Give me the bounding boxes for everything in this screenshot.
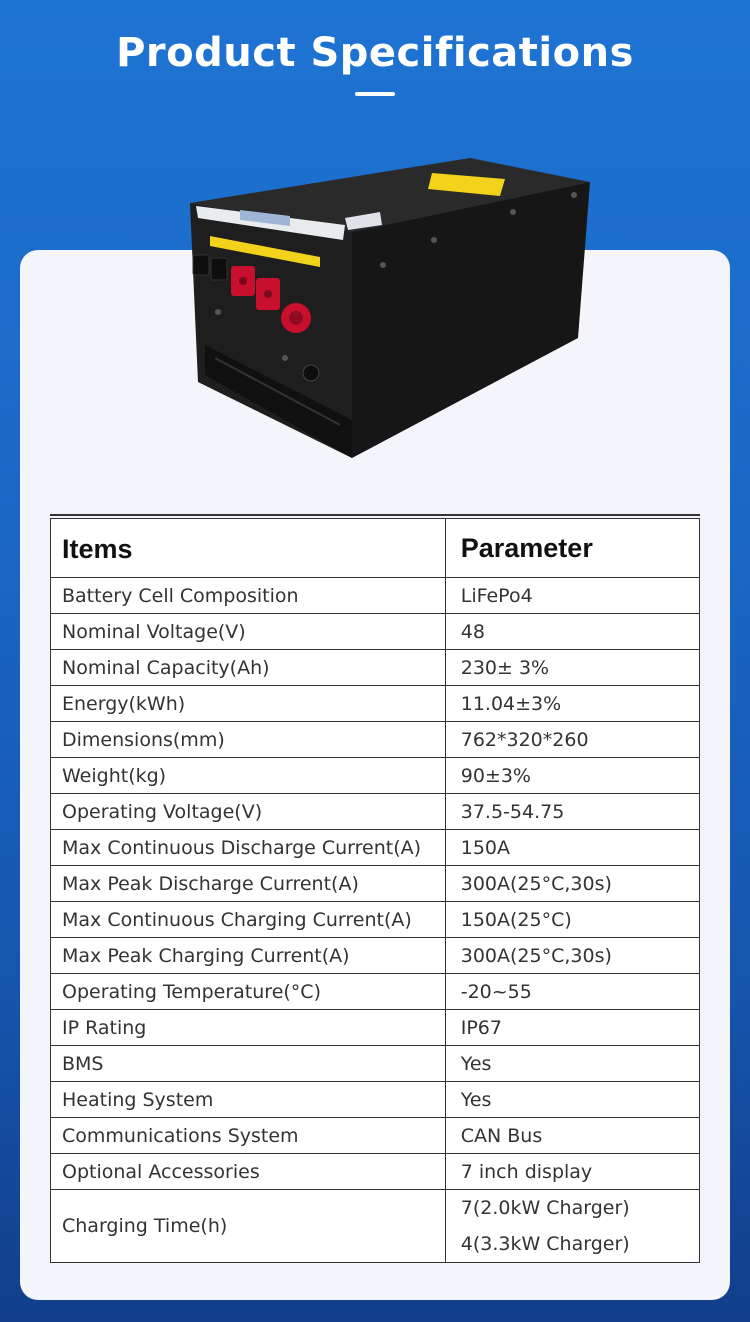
header-items: Items: [51, 519, 446, 578]
table-row: [51, 866, 700, 902]
table-row: [51, 902, 700, 938]
row-item: Max Peak Discharge Current(A): [51, 866, 446, 902]
row-item: Nominal Capacity(Ah): [51, 650, 446, 686]
row-item: Max Peak Charging Current(A): [51, 938, 446, 974]
row-value: [445, 1190, 699, 1263]
row-item: IP Rating: [51, 1010, 446, 1046]
row-item: Energy(kWh): [51, 686, 446, 722]
row-value: 11.04±3%: [445, 686, 699, 722]
row-value: LiFePo4: [445, 578, 699, 614]
table-row: [51, 578, 700, 614]
row-item: Max Continuous Discharge Current(A): [51, 830, 446, 866]
row-value: -20~55: [445, 974, 699, 1010]
row-value: 150A(25°C): [445, 902, 699, 938]
row-value: 48: [445, 614, 699, 650]
table-row: [51, 650, 700, 686]
table-row: [51, 794, 700, 830]
row-item: Max Continuous Charging Current(A): [51, 902, 446, 938]
row-item: Battery Cell Composition: [51, 578, 446, 614]
row-value: IP67: [445, 1010, 699, 1046]
header-parameter: Parameter: [445, 519, 699, 578]
row-value: 300A(25°C,30s): [445, 866, 699, 902]
table-row: [51, 1118, 700, 1154]
row-item: Operating Temperature(°C): [51, 974, 446, 1010]
table-row: [51, 830, 700, 866]
table-header-row: [51, 519, 700, 578]
table-row: [51, 1010, 700, 1046]
table-row: [51, 614, 700, 650]
page-title: Product Specifications: [116, 30, 634, 76]
row-item: BMS: [51, 1046, 446, 1082]
table-row: [51, 686, 700, 722]
row-item: Heating System: [51, 1082, 446, 1118]
row-item: Optional Accessories: [51, 1154, 446, 1190]
table-row: [51, 938, 700, 974]
row-value: 7 inch display: [445, 1154, 699, 1190]
row-value: Yes: [445, 1046, 699, 1082]
table-row: [51, 1154, 700, 1190]
table-row-charging-time: [51, 1190, 700, 1263]
battery-product-image: [0, 0, 750, 470]
row-value: CAN Bus: [445, 1118, 699, 1154]
row-value: 762*320*260: [445, 722, 699, 758]
row-item: Dimensions(mm): [51, 722, 446, 758]
table-top-rule: [50, 514, 700, 516]
row-value: 150A: [445, 830, 699, 866]
row-item: Operating Voltage(V): [51, 794, 446, 830]
row-value: 37.5-54.75: [445, 794, 699, 830]
table-row: [51, 758, 700, 794]
row-value-line-2: 4(3.3kW Charger): [460, 1233, 630, 1255]
row-value: Yes: [445, 1082, 699, 1118]
table-row: [51, 1046, 700, 1082]
row-item: Charging Time(h): [51, 1190, 446, 1263]
table-body: [51, 578, 700, 1190]
row-item: Communications System: [51, 1118, 446, 1154]
spec-table: [50, 518, 700, 1263]
table-row: [51, 722, 700, 758]
row-value: 300A(25°C,30s): [445, 938, 699, 974]
table-row: [51, 974, 700, 1010]
row-item: Weight(kg): [51, 758, 446, 794]
row-item: Nominal Voltage(V): [51, 614, 446, 650]
row-value: 90±3%: [445, 758, 699, 794]
row-value: 230± 3%: [445, 650, 699, 686]
table-row: [51, 1082, 700, 1118]
row-value-line-1: 7(2.0kW Charger): [460, 1197, 630, 1219]
